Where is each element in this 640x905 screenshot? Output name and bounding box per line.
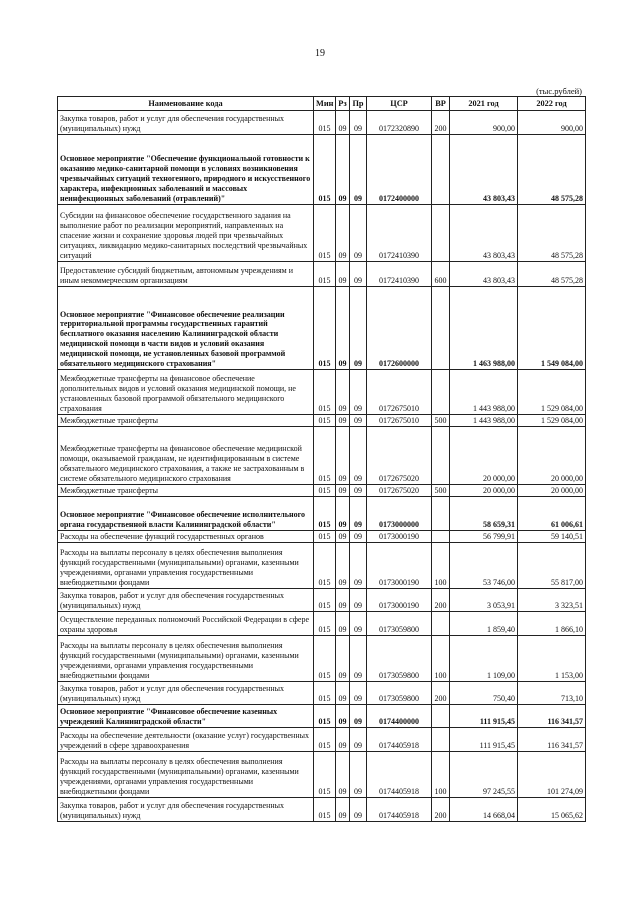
row-rz: 09 [336, 705, 350, 728]
header-rz: Рз [336, 97, 350, 111]
table-row [58, 531, 586, 543]
row-csr: 0173000000 [367, 497, 432, 531]
row-min: 015 [314, 111, 336, 135]
table-header-row [58, 97, 586, 111]
row-min: 015 [314, 427, 336, 485]
row-vr: 200 [432, 682, 450, 705]
header-pr: Пр [350, 97, 367, 111]
header-csr: ЦСР [367, 97, 432, 111]
table-row [58, 682, 586, 705]
units-label: (тыс.рублей) [536, 86, 582, 96]
row-2021: 53 746,00 [450, 543, 518, 589]
row-csr: 0172410390 [367, 205, 432, 262]
row-name: Расходы на обеспечение функций государственных органов [58, 531, 314, 543]
row-2022: 116 341,57 [518, 705, 586, 728]
table-row [58, 135, 586, 205]
table-row [58, 589, 586, 612]
header-name: Наименование кода [58, 97, 314, 111]
row-pr: 09 [350, 135, 367, 205]
row-vr [432, 287, 450, 370]
row-name: Межбюджетные трансферты [58, 485, 314, 497]
row-name: Предоставление субсидий бюджетным, автономным учреждениям и иным некоммерческим организациям [58, 262, 314, 287]
row-name: Расходы на выплаты персоналу в целях обеспечения выполнения функций государственными (муниципальными) органами, казенными учреждениями, органами управления государственными внебюджетными фондами [58, 543, 314, 589]
row-2022: 48 575,28 [518, 262, 586, 287]
row-2022: 101 274,09 [518, 752, 586, 798]
row-rz: 09 [336, 682, 350, 705]
row-csr: 0174405918 [367, 752, 432, 798]
row-2021: 56 799,91 [450, 531, 518, 543]
table-row [58, 752, 586, 798]
row-2022: 20 000,00 [518, 485, 586, 497]
row-csr: 0172320890 [367, 111, 432, 135]
row-pr: 09 [350, 287, 367, 370]
row-pr: 09 [350, 370, 367, 415]
row-name: Межбюджетные трансферты на финансовое обеспечение дополнительных видов и условий оказания медицинской помощи, не установленных базовой программой обязательного медицинского страхования [58, 370, 314, 415]
row-2021: 43 803,43 [450, 205, 518, 262]
row-min: 015 [314, 752, 336, 798]
row-vr [432, 612, 450, 636]
row-2021: 1 109,00 [450, 636, 518, 682]
row-name: Межбюджетные трансферты на финансовое обеспечение медицинской помощи, оказываемой гражданам, не идентифицированным в системе обязательного медицинского страхования, а также не застрахованным в системе обязательного медицинского страхования [58, 427, 314, 485]
row-min: 015 [314, 485, 336, 497]
row-rz: 09 [336, 262, 350, 287]
row-min: 015 [314, 682, 336, 705]
table-row [58, 636, 586, 682]
row-rz: 09 [336, 111, 350, 135]
row-vr [432, 728, 450, 752]
row-csr: 0172675010 [367, 415, 432, 427]
row-name: Основное мероприятие "Финансовое обеспечение казенных учреждений Калининградской области" [58, 705, 314, 728]
row-2022: 116 341,57 [518, 728, 586, 752]
row-rz: 09 [336, 287, 350, 370]
row-2022: 55 817,00 [518, 543, 586, 589]
row-2021: 20 000,00 [450, 427, 518, 485]
row-vr [432, 497, 450, 531]
row-2022: 61 006,61 [518, 497, 586, 531]
row-csr: 0172675020 [367, 485, 432, 497]
row-vr: 100 [432, 636, 450, 682]
row-pr: 09 [350, 705, 367, 728]
header-2022: 2022 год [518, 97, 586, 111]
row-name: Расходы на обеспечение деятельности (оказание услуг) государственных учреждений в сфере здравоохранения [58, 728, 314, 752]
row-pr: 09 [350, 205, 367, 262]
row-2021: 97 245,55 [450, 752, 518, 798]
row-csr: 0173000190 [367, 589, 432, 612]
row-2021: 20 000,00 [450, 485, 518, 497]
row-name: Закупка товаров, работ и услуг для обеспечения государственных (муниципальных) нужд [58, 589, 314, 612]
row-2021: 3 053,91 [450, 589, 518, 612]
row-2021: 111 915,45 [450, 705, 518, 728]
row-min: 015 [314, 636, 336, 682]
row-name: Закупка товаров, работ и услуг для обеспечения государственных (муниципальных) нужд [58, 682, 314, 705]
row-vr [432, 705, 450, 728]
row-vr [432, 531, 450, 543]
row-vr: 200 [432, 798, 450, 822]
row-2021: 900,00 [450, 111, 518, 135]
row-pr: 09 [350, 589, 367, 612]
row-rz: 09 [336, 543, 350, 589]
row-rz: 09 [336, 485, 350, 497]
row-min: 015 [314, 531, 336, 543]
row-vr: 100 [432, 543, 450, 589]
table-row [58, 111, 586, 135]
row-2022: 1 549 084,00 [518, 287, 586, 370]
table-body [58, 111, 586, 822]
row-2021: 1 463 988,00 [450, 287, 518, 370]
header-min: Мин [314, 97, 336, 111]
row-pr: 09 [350, 531, 367, 543]
row-min: 015 [314, 497, 336, 531]
table-row [58, 427, 586, 485]
row-vr: 200 [432, 589, 450, 612]
table-row [58, 728, 586, 752]
row-csr: 0172410390 [367, 262, 432, 287]
row-rz: 09 [336, 589, 350, 612]
row-vr [432, 135, 450, 205]
row-pr: 09 [350, 497, 367, 531]
row-pr: 09 [350, 415, 367, 427]
row-pr: 09 [350, 728, 367, 752]
row-rz: 09 [336, 798, 350, 822]
row-name: Основное мероприятие "Обеспечение функциональной готовности к оказанию медико-санитарной помощи в условиях возникновения чрезвычайных ситуаций техногенного, природного и искусственного характера, инфекционных заболеваний и массовых неинфекционных заболеваний (отравлений)" [58, 135, 314, 205]
row-rz: 09 [336, 612, 350, 636]
row-name: Закупка товаров, работ и услуг для обеспечения государственных (муниципальных) нужд [58, 798, 314, 822]
row-csr: 0172600000 [367, 287, 432, 370]
row-2021: 43 803,43 [450, 135, 518, 205]
row-rz: 09 [336, 135, 350, 205]
page-number: 19 [315, 48, 325, 59]
table-row [58, 415, 586, 427]
row-min: 015 [314, 728, 336, 752]
row-2021: 43 803,43 [450, 262, 518, 287]
row-2022: 713,10 [518, 682, 586, 705]
row-min: 015 [314, 370, 336, 415]
row-csr: 0173000190 [367, 531, 432, 543]
row-2022: 20 000,00 [518, 427, 586, 485]
row-vr [432, 370, 450, 415]
budget-table [57, 96, 586, 822]
row-pr: 09 [350, 543, 367, 589]
row-min: 015 [314, 705, 336, 728]
row-csr: 0173000190 [367, 543, 432, 589]
row-rz: 09 [336, 728, 350, 752]
row-2022: 1 529 084,00 [518, 370, 586, 415]
row-pr: 09 [350, 427, 367, 485]
table-row [58, 612, 586, 636]
row-name: Закупка товаров, работ и услуг для обеспечения государственных (муниципальных) нужд [58, 111, 314, 135]
row-vr: 200 [432, 111, 450, 135]
header-2021: 2021 год [450, 97, 518, 111]
row-name: Субсидии на финансовое обеспечение государственного задания на выполнение работ по реализации мероприятий, направленных на спасение жизни и сохранение здоровья людей при чрезвычайных ситуациях, ликвидацию медико-санитарных последствий чрезвычайных ситуаций [58, 205, 314, 262]
row-pr: 09 [350, 262, 367, 287]
row-min: 015 [314, 798, 336, 822]
row-min: 015 [314, 135, 336, 205]
row-csr: 0173059800 [367, 682, 432, 705]
table-row [58, 262, 586, 287]
row-rz: 09 [336, 752, 350, 798]
row-2022: 1 866,10 [518, 612, 586, 636]
row-vr: 600 [432, 262, 450, 287]
row-vr: 100 [432, 752, 450, 798]
row-min: 015 [314, 262, 336, 287]
row-pr: 09 [350, 612, 367, 636]
row-csr: 0172675020 [367, 427, 432, 485]
row-csr: 0172400000 [367, 135, 432, 205]
row-pr: 09 [350, 636, 367, 682]
row-csr: 0174400000 [367, 705, 432, 728]
row-csr: 0173059800 [367, 636, 432, 682]
row-rz: 09 [336, 370, 350, 415]
table-row [58, 287, 586, 370]
row-csr: 0174405918 [367, 798, 432, 822]
row-2022: 48 575,28 [518, 135, 586, 205]
row-2022: 1 153,00 [518, 636, 586, 682]
row-vr [432, 205, 450, 262]
row-rz: 09 [336, 497, 350, 531]
header-vr: ВР [432, 97, 450, 111]
row-2021: 1 443 988,00 [450, 415, 518, 427]
table-row [58, 497, 586, 531]
row-name: Основное мероприятие "Финансовое обеспечение исполнительного органа государственной власти Калининградской области" [58, 497, 314, 531]
row-2022: 3 323,51 [518, 589, 586, 612]
row-2021: 58 659,31 [450, 497, 518, 531]
table-row [58, 205, 586, 262]
row-vr [432, 427, 450, 485]
row-name: Межбюджетные трансферты [58, 415, 314, 427]
row-min: 015 [314, 543, 336, 589]
row-pr: 09 [350, 798, 367, 822]
row-min: 015 [314, 415, 336, 427]
row-vr: 500 [432, 415, 450, 427]
row-2021: 750,40 [450, 682, 518, 705]
row-rz: 09 [336, 205, 350, 262]
row-min: 015 [314, 589, 336, 612]
row-name: Расходы на выплаты персоналу в целях обеспечения выполнения функций государственными (муниципальными) органами, казенными учреждениями, органами управления государственными внебюджетными фондами [58, 752, 314, 798]
row-min: 015 [314, 205, 336, 262]
table-row [58, 543, 586, 589]
row-2021: 1 859,40 [450, 612, 518, 636]
table-row [58, 705, 586, 728]
row-pr: 09 [350, 752, 367, 798]
row-rz: 09 [336, 531, 350, 543]
row-name: Основное мероприятие "Финансовое обеспечение реализации территориальной программы государственных гарантий бесплатного оказания населению Калининградской области медицинской помощи в части видов и условий оказания медицинской помощи, не установленных базовой программой обязательного медицинского страхования" [58, 287, 314, 370]
row-2022: 48 575,28 [518, 205, 586, 262]
row-2022: 15 065,62 [518, 798, 586, 822]
row-rz: 09 [336, 636, 350, 682]
row-csr: 0174405918 [367, 728, 432, 752]
row-2021: 14 668,04 [450, 798, 518, 822]
table-row [58, 485, 586, 497]
row-csr: 0172675010 [367, 370, 432, 415]
row-2021: 111 915,45 [450, 728, 518, 752]
row-pr: 09 [350, 111, 367, 135]
row-2022: 59 140,51 [518, 531, 586, 543]
row-2022: 900,00 [518, 111, 586, 135]
row-2021: 1 443 988,00 [450, 370, 518, 415]
row-min: 015 [314, 612, 336, 636]
row-csr: 0173059800 [367, 612, 432, 636]
table-row [58, 798, 586, 822]
row-vr: 500 [432, 485, 450, 497]
row-name: Осуществление переданных полномочий Российской Федерации в сфере охраны здоровья [58, 612, 314, 636]
table-row [58, 370, 586, 415]
row-name: Расходы на выплаты персоналу в целях обеспечения выполнения функций государственными (муниципальными) органами, казенными учреждениями, органами управления государственными внебюджетными фондами [58, 636, 314, 682]
row-rz: 09 [336, 415, 350, 427]
row-min: 015 [314, 287, 336, 370]
row-rz: 09 [336, 427, 350, 485]
row-pr: 09 [350, 682, 367, 705]
row-2022: 1 529 084,00 [518, 415, 586, 427]
row-pr: 09 [350, 485, 367, 497]
